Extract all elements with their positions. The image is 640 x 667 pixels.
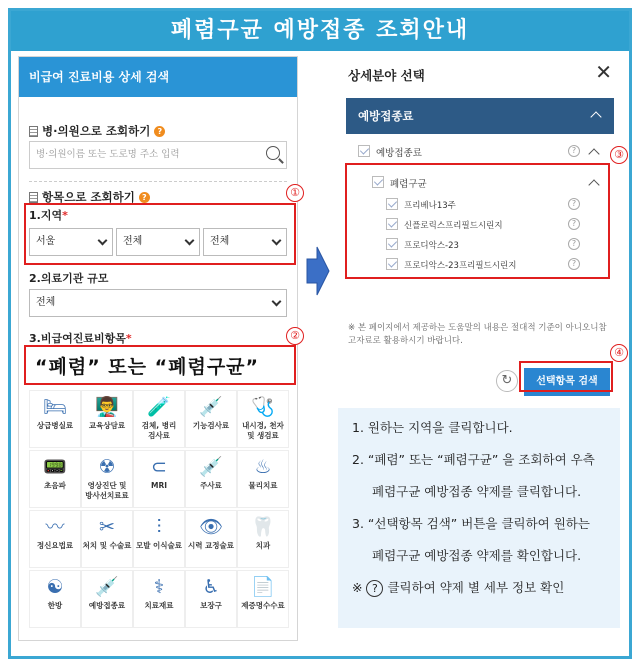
endoscope-icon: 🩺	[251, 396, 275, 418]
hospital-search-input[interactable]	[29, 141, 287, 169]
category-label: 내시경, 천자 및 생검료	[242, 421, 284, 440]
region-label-text: 1.지역	[29, 209, 63, 222]
group-header[interactable]	[346, 98, 614, 134]
help-icon[interactable]: ?	[568, 145, 580, 157]
material-icon: ⚕	[153, 576, 165, 598]
help-icon[interactable]: ?	[154, 126, 165, 137]
category-item[interactable]	[185, 510, 237, 568]
category-item[interactable]	[29, 450, 81, 508]
category-label: 상급병실료	[36, 421, 74, 430]
vaccine-label: 프리베나13주	[404, 201, 456, 211]
category-item[interactable]	[81, 570, 133, 628]
step-badge-1: ①	[286, 184, 304, 202]
category-item[interactable]	[237, 510, 289, 568]
category-item[interactable]	[81, 510, 133, 568]
test-tube-icon: 🧪	[147, 396, 171, 418]
category-item[interactable]	[185, 390, 237, 448]
category-item[interactable]	[237, 450, 289, 508]
physio-icon: ♨	[254, 456, 272, 478]
scale-label: 2.의료기관 규모	[29, 272, 109, 285]
note-mark: ※	[352, 580, 363, 595]
item-highlight-box	[24, 345, 296, 385]
vaccine-highlight-box	[345, 163, 610, 279]
help-icon[interactable]: ?	[568, 218, 580, 230]
page-title: 폐렴구균 예방접종 조회안내	[11, 11, 629, 51]
category-label: 처치 및 수술료	[82, 541, 132, 550]
arrow-right-icon	[305, 245, 331, 297]
checkbox-parent[interactable]	[358, 145, 370, 157]
search-button-highlight-box	[519, 361, 613, 392]
category-item[interactable]	[133, 570, 185, 628]
vaccine-label: 프로디악스-23	[404, 241, 459, 251]
category-item[interactable]	[29, 390, 81, 448]
syringe-icon: 💉	[199, 456, 223, 478]
mental-icon: 〰	[45, 516, 65, 538]
scale-select[interactable]	[29, 289, 287, 317]
scale-value: 전체	[36, 297, 56, 308]
category-label: MRI	[150, 481, 168, 490]
vaccine-label: 신플로릭스프리필드시린지	[404, 221, 503, 231]
group-header-label: 예방접종료	[358, 109, 414, 123]
search-icon[interactable]	[266, 146, 280, 160]
category-label: 시력 교정술료	[187, 541, 235, 550]
tooth-icon: 🦷	[251, 516, 275, 538]
instructions-box	[338, 408, 620, 628]
search-panel-header: 비급여 진료비용 상세 검색	[19, 57, 297, 97]
category-item[interactable]	[237, 390, 289, 448]
instruction-2-cont: 폐렴구균 예방접종 약제를 클릭합니다.	[372, 484, 582, 499]
category-label: 주사료	[200, 481, 222, 490]
instruction-note	[352, 580, 564, 597]
item-search-hint: “폐렴” 또는 “폐렴구균”	[35, 356, 260, 378]
region-highlight-box	[24, 203, 296, 265]
step-badge-4: ④	[610, 344, 628, 362]
vaccine-icon: 💉	[95, 576, 119, 598]
hospital-section-title	[29, 123, 165, 139]
consult-icon: 👨‍🏫	[95, 396, 119, 418]
function-test-icon: 💉	[199, 396, 223, 418]
parent-label: 예방접종료	[376, 148, 422, 159]
category-item[interactable]	[133, 390, 185, 448]
help-icon: ?	[366, 580, 383, 597]
instruction-3-cont: 폐렴구균 예방접종 약제를 확인합니다.	[372, 548, 582, 563]
vaccine-label: 프로디악스-23프리필드시린지	[404, 261, 517, 271]
category-item[interactable]	[29, 570, 81, 628]
certificate-icon: 📄	[251, 576, 275, 598]
ultrasound-icon: 📟	[43, 456, 67, 478]
eye-icon: 👁	[198, 516, 224, 538]
item-section-label: 항목으로 조회하기	[42, 190, 135, 204]
region-town-value: 전체	[210, 236, 230, 247]
region-city-value: 서울	[36, 236, 56, 247]
category-label: 예방접종료	[88, 601, 126, 610]
chevron-up-icon	[590, 111, 601, 122]
oriental-icon: ☯	[46, 576, 64, 598]
refresh-icon[interactable]: ↻	[496, 370, 518, 392]
detail-panel-title: 상세분야 선택	[348, 68, 425, 83]
help-icon[interactable]: ?	[568, 258, 580, 270]
category-label: 정신요법료	[36, 541, 74, 550]
category-label: 치료재료	[144, 601, 174, 610]
bed-icon: 🛏	[42, 396, 68, 418]
help-icon[interactable]: ?	[568, 198, 580, 210]
category-label: 보장구	[200, 601, 222, 610]
instruction-3: 3. “선택항목 검색” 버튼을 클릭하여 원하는	[352, 516, 590, 531]
help-icon[interactable]: ?	[568, 238, 580, 250]
document-icon	[29, 192, 38, 203]
hospital-section-label: 병·의원으로 조회하기	[42, 124, 151, 138]
wheelchair-icon: ♿	[202, 576, 220, 598]
help-notice: ※ 본 페이지에서 제공하는 도움말의 내용은 절대적 기준이 아니오니참고자료로 활용하시기 바랍니다.	[348, 323, 607, 346]
category-label: 기능검사료	[192, 421, 230, 430]
category-item[interactable]	[29, 510, 81, 568]
category-label: 한방	[47, 601, 63, 610]
chevron-down-icon	[272, 297, 282, 307]
document-icon	[29, 126, 38, 137]
category-item[interactable]	[237, 570, 289, 628]
category-label: 물리치료	[248, 481, 278, 490]
category-label: 치과	[255, 541, 271, 550]
item-label-text: 3.비급여진료비항목	[29, 332, 126, 345]
item-label: 3.비급여진료비항목*	[29, 332, 132, 345]
pneumococcal-label: 폐렴구균	[390, 179, 427, 190]
radiology-icon: ☢	[98, 456, 116, 478]
category-item[interactable]	[133, 450, 185, 508]
category-label: 검체, 병리 검사료	[141, 421, 177, 440]
step-badge-2: ②	[286, 327, 304, 345]
selected-item-search-button[interactable]: 선택항목 검색	[524, 368, 610, 396]
category-item[interactable]	[133, 510, 185, 568]
close-icon[interactable]: ✕	[595, 60, 612, 84]
hair-icon: ⫶	[156, 516, 162, 538]
category-item[interactable]	[185, 450, 237, 508]
search-placeholder: 병·의원이름 또는 도로명 주소 입력	[36, 149, 180, 160]
category-label: 제증명수수료	[241, 601, 285, 610]
category-label: 영상진단 및 방사선치료료	[85, 481, 129, 500]
instruction-2: 2. “폐렴” 또는 “폐렴구균” 을 조회하여 우측	[352, 452, 595, 467]
surgery-icon: ✂	[99, 516, 115, 538]
category-label: 교육상담료	[88, 421, 126, 430]
divider	[29, 181, 287, 182]
category-item[interactable]	[81, 450, 133, 508]
step-badge-3: ③	[610, 146, 628, 164]
help-icon[interactable]: ?	[139, 192, 150, 203]
instruction-1: 1. 원하는 지역을 클릭합니다.	[352, 420, 513, 435]
category-item[interactable]	[185, 570, 237, 628]
note-text: 클릭하여 약제 별 세부 정보 확인	[387, 580, 565, 595]
region-district-value: 전체	[123, 236, 143, 247]
category-label: 초음파	[44, 481, 66, 490]
category-label: 모발 이식술료	[135, 541, 183, 550]
chevron-up-icon[interactable]	[588, 148, 599, 159]
region-label: 1.지역*	[29, 209, 68, 222]
category-item[interactable]	[81, 390, 133, 448]
mri-icon: ⊂	[151, 456, 167, 478]
